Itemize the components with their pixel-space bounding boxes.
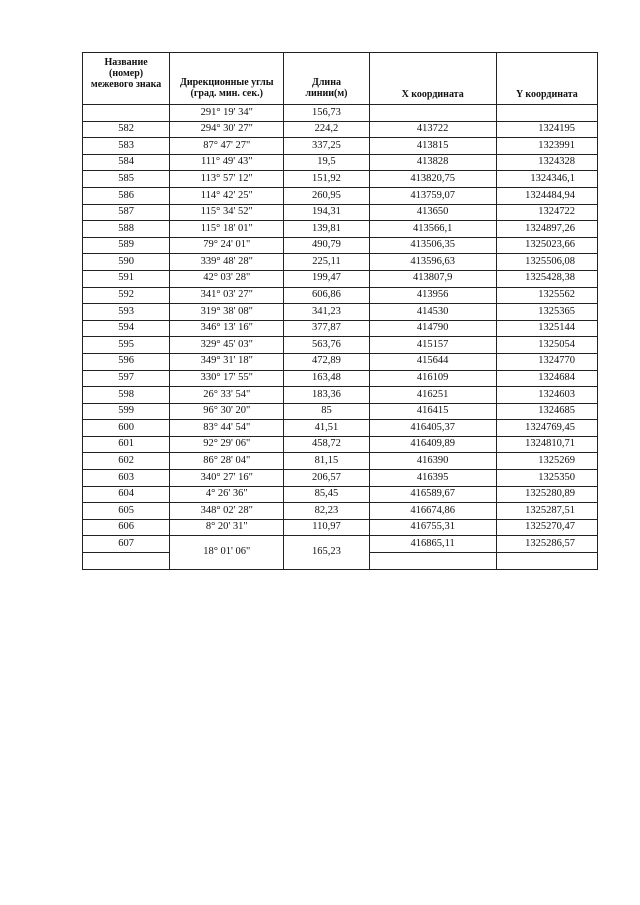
point-x: 416589,67 [369, 486, 496, 503]
point-x: 416409,89 [369, 436, 496, 453]
segment-length: 194,31 [284, 204, 369, 221]
segment-length: 606,86 [284, 287, 369, 304]
point-x: 413506,35 [369, 237, 496, 254]
header-angle-line-2: (град. мин. сек.) [190, 88, 263, 99]
point-x: 413759,07 [369, 187, 496, 204]
segment-length: 490,79 [284, 237, 369, 254]
point-y: 1324195 [496, 121, 597, 138]
point-y: 1325365 [496, 304, 597, 321]
segment-angle: 348° 02' 28" [170, 503, 284, 520]
point-x: 416415 [369, 403, 496, 420]
point-y: 1324810,71 [496, 436, 597, 453]
segment-length: 341,23 [284, 304, 369, 321]
point-y: 1325428,38 [496, 270, 597, 287]
point-y: 1325562 [496, 287, 597, 304]
segment-length: 199,47 [284, 270, 369, 287]
segment-length: 472,89 [284, 353, 369, 370]
segment-angle: 115° 18' 01" [170, 221, 284, 238]
header-x-coordinate: X координата [369, 53, 496, 105]
point-name: 592 [83, 287, 170, 304]
segment-angle: 114° 42' 25" [170, 187, 284, 204]
point-name: 601 [83, 436, 170, 453]
segment-length: 151,92 [284, 171, 369, 188]
point-name: 606 [83, 519, 170, 536]
point-y: 1324722 [496, 204, 597, 221]
point-x: 413650 [369, 204, 496, 221]
point-name: 593 [83, 304, 170, 321]
segment-length: 563,76 [284, 337, 369, 354]
point-y: 1324484,94 [496, 187, 597, 204]
point-x: 416674,86 [369, 503, 496, 520]
segment-length: 206,57 [284, 470, 369, 487]
point-name: 588 [83, 221, 170, 238]
segment-angle: 87° 47' 27" [170, 138, 284, 155]
segment-angle: 26° 33' 54" [170, 387, 284, 404]
point-x: 416755,31 [369, 519, 496, 536]
segment-angle: 340° 27' 16" [170, 470, 284, 487]
point-x: 413807,9 [369, 270, 496, 287]
header-name-line-3: межевого знака [90, 79, 162, 90]
point-y: 1325506,08 [496, 254, 597, 271]
segment-angle: 86° 28' 04" [170, 453, 284, 470]
point-y: 1323991 [496, 138, 597, 155]
segment-length: 337,25 [284, 138, 369, 155]
point-name: 598 [83, 387, 170, 404]
point-name: 587 [83, 204, 170, 221]
point-y: 1324328 [496, 154, 597, 171]
point-name: 582 [83, 121, 170, 138]
segment-length: 165,23 [284, 536, 369, 569]
table-header-row [83, 53, 598, 105]
segment-angle: 329° 45' 03" [170, 337, 284, 354]
segment-length: 85,45 [284, 486, 369, 503]
point-x: 416251 [369, 387, 496, 404]
point-y: 1324897,26 [496, 221, 597, 238]
header-name-line-1: Название [104, 57, 148, 68]
segment-angle: 346° 13' 16" [170, 320, 284, 337]
segment-angle: 349° 31' 18" [170, 353, 284, 370]
point-x: 413828 [369, 154, 496, 171]
header-angle-line-1: Дирекционные углы [179, 77, 274, 88]
header-length-line-1: Длина [311, 77, 341, 88]
point-y: 1325286,57 [496, 536, 597, 553]
segment-angle: 42° 03' 28" [170, 270, 284, 287]
point-name: 607 [83, 536, 170, 553]
segment-angle: 4° 26' 36" [170, 486, 284, 503]
segment-angle: 339° 48' 28" [170, 254, 284, 271]
point-y: 1324769,45 [496, 420, 597, 437]
point-name: 596 [83, 353, 170, 370]
point-name: 590 [83, 254, 170, 271]
segment-length: 85 [284, 403, 369, 420]
segment-length: 156,73 [284, 105, 369, 122]
point-x: 416390 [369, 453, 496, 470]
segment-length: 377,87 [284, 320, 369, 337]
segment-angle: 83° 44' 54" [170, 420, 284, 437]
point-y: 1325269 [496, 453, 597, 470]
header-line-length [284, 53, 369, 105]
point-x: 415644 [369, 353, 496, 370]
point-name: 589 [83, 237, 170, 254]
header-name-line-2: (номер) [109, 68, 144, 79]
header-length-line-2: линии(м) [305, 88, 348, 99]
point-x: 416405,37 [369, 420, 496, 437]
x-cell-empty [369, 553, 496, 570]
point-x: 413596,63 [369, 254, 496, 271]
point-name: 597 [83, 370, 170, 387]
header-point-name [83, 53, 170, 105]
point-x: 415157 [369, 337, 496, 354]
point-y: 1325350 [496, 470, 597, 487]
name-cell-empty [83, 553, 170, 570]
segment-angle: 79° 24' 01" [170, 237, 284, 254]
point-y: 1325054 [496, 337, 597, 354]
segment-length: 225,11 [284, 254, 369, 271]
point-y: 1325287,51 [496, 503, 597, 520]
segment-length: 19,5 [284, 154, 369, 171]
point-name: 586 [83, 187, 170, 204]
point-name: 585 [83, 171, 170, 188]
point-y: 1324603 [496, 387, 597, 404]
header-y-coordinate: Y координата [496, 53, 597, 105]
segment-length: 139,81 [284, 221, 369, 238]
point-x: 413956 [369, 287, 496, 304]
x-cell-empty [369, 105, 496, 122]
segment-length: 82,23 [284, 503, 369, 520]
y-cell-empty [496, 105, 597, 122]
segment-angle: 291° 19' 34" [170, 105, 284, 122]
boundary-coordinates-table [82, 52, 598, 570]
segment-length: 183,36 [284, 387, 369, 404]
point-x: 416109 [369, 370, 496, 387]
name-cell-empty [83, 105, 170, 122]
point-name: 583 [83, 138, 170, 155]
point-name: 594 [83, 320, 170, 337]
point-y: 1325144 [496, 320, 597, 337]
segment-angle: 319° 38' 08" [170, 304, 284, 321]
y-cell-empty [496, 553, 597, 570]
segment-angle: 92° 29' 06" [170, 436, 284, 453]
point-x: 416865,11 [369, 536, 496, 553]
point-y: 1325023,66 [496, 237, 597, 254]
point-name: 603 [83, 470, 170, 487]
point-x: 414790 [369, 320, 496, 337]
segment-length: 81,15 [284, 453, 369, 470]
segment-length: 163,48 [284, 370, 369, 387]
segment-angle: 8° 20' 31" [170, 519, 284, 536]
point-name: 600 [83, 420, 170, 437]
table-half-row [83, 105, 598, 122]
point-y: 1324770 [496, 353, 597, 370]
segment-angle: 341° 03' 27" [170, 287, 284, 304]
segment-angle: 115° 34' 52" [170, 204, 284, 221]
segment-length: 260,95 [284, 187, 369, 204]
point-x: 413722 [369, 121, 496, 138]
point-y: 1325280,89 [496, 486, 597, 503]
point-name: 605 [83, 503, 170, 520]
header-direction-angle [170, 53, 284, 105]
segment-length: 224,2 [284, 121, 369, 138]
segment-angle: 330° 17' 55" [170, 370, 284, 387]
point-y: 1324684 [496, 370, 597, 387]
point-name: 591 [83, 270, 170, 287]
point-name: 604 [83, 486, 170, 503]
point-name: 584 [83, 154, 170, 171]
point-name: 595 [83, 337, 170, 354]
point-y: 1324346,1 [496, 171, 597, 188]
segment-length: 110,97 [284, 519, 369, 536]
segment-angle: 111° 49' 43" [170, 154, 284, 171]
segment-length: 41,51 [284, 420, 369, 437]
table-body [83, 105, 598, 570]
point-name: 602 [83, 453, 170, 470]
segment-angle: 96° 30' 20" [170, 403, 284, 420]
point-x: 414530 [369, 304, 496, 321]
segment-angle: 113° 57' 12" [170, 171, 284, 188]
point-x: 413815 [369, 138, 496, 155]
point-y: 1325270,47 [496, 519, 597, 536]
segment-angle: 294° 30' 27" [170, 121, 284, 138]
segment-angle: 18° 01' 06" [170, 536, 284, 569]
point-y: 1324685 [496, 403, 597, 420]
segment-length: 458,72 [284, 436, 369, 453]
point-x: 413820,75 [369, 171, 496, 188]
point-x: 413566,1 [369, 221, 496, 238]
point-name: 599 [83, 403, 170, 420]
point-x: 416395 [369, 470, 496, 487]
